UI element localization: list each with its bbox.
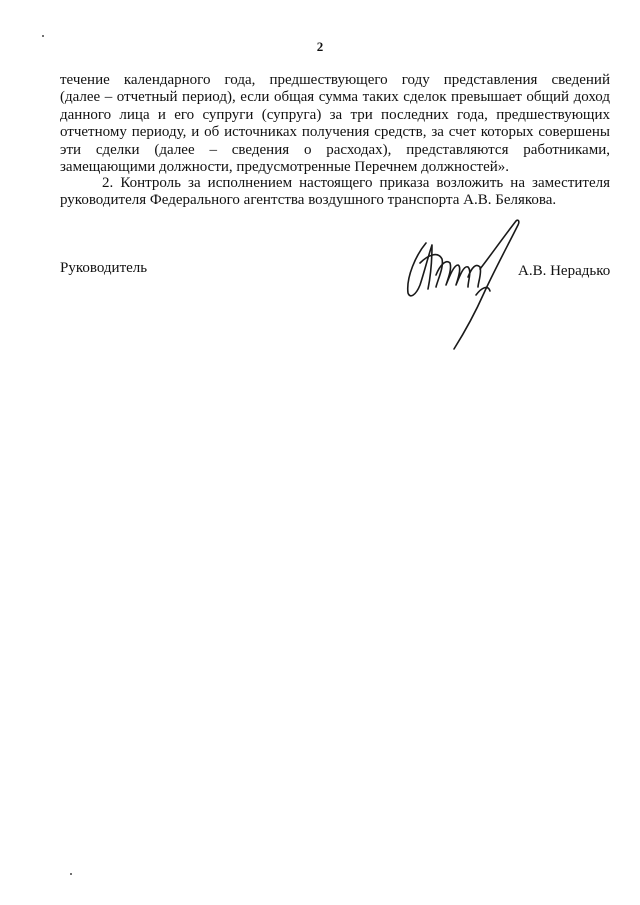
signature-stroke (408, 243, 432, 296)
paragraph-2-line: руководителя Федерального агентства воздушного транспорта А.В. Белякова. (60, 192, 557, 209)
scan-speck (42, 35, 44, 37)
paragraph-1-line: течение календарного года, предшествующего году представления сведений (60, 72, 610, 88)
paragraph-1-line: эти сделки (далее – сведения о расходах), представляются работниками, (60, 141, 610, 158)
paragraph-1-line: отчетному периоду, и об источниках получения средств, за счет которых совершены (60, 124, 610, 141)
paragraph-2 (60, 175, 610, 210)
signer-title: Руководитель (60, 260, 148, 276)
paragraph-1 (60, 72, 610, 176)
signature-stroke (436, 262, 470, 287)
scan-speck (70, 873, 72, 875)
paragraph-2-line: 2. Контроль за исполнением настоящего приказа возложить на заместителя (102, 175, 610, 191)
handwritten-signature (398, 215, 528, 355)
paragraph-1-line: замещающими должности, предусмотренные Перечнем должностей». (60, 159, 510, 176)
signature-stroke (454, 220, 519, 349)
paragraph-1-line: данного лица и его супруги (супруга) за три последних года, предшествующих (60, 106, 610, 123)
paragraph-1-line: (далее – отчетный период), если общая сумма таких сделок превышает общий доход (60, 89, 610, 106)
signer-name: А.В. Нерадько (518, 263, 611, 279)
page-number: 2 (316, 39, 324, 54)
